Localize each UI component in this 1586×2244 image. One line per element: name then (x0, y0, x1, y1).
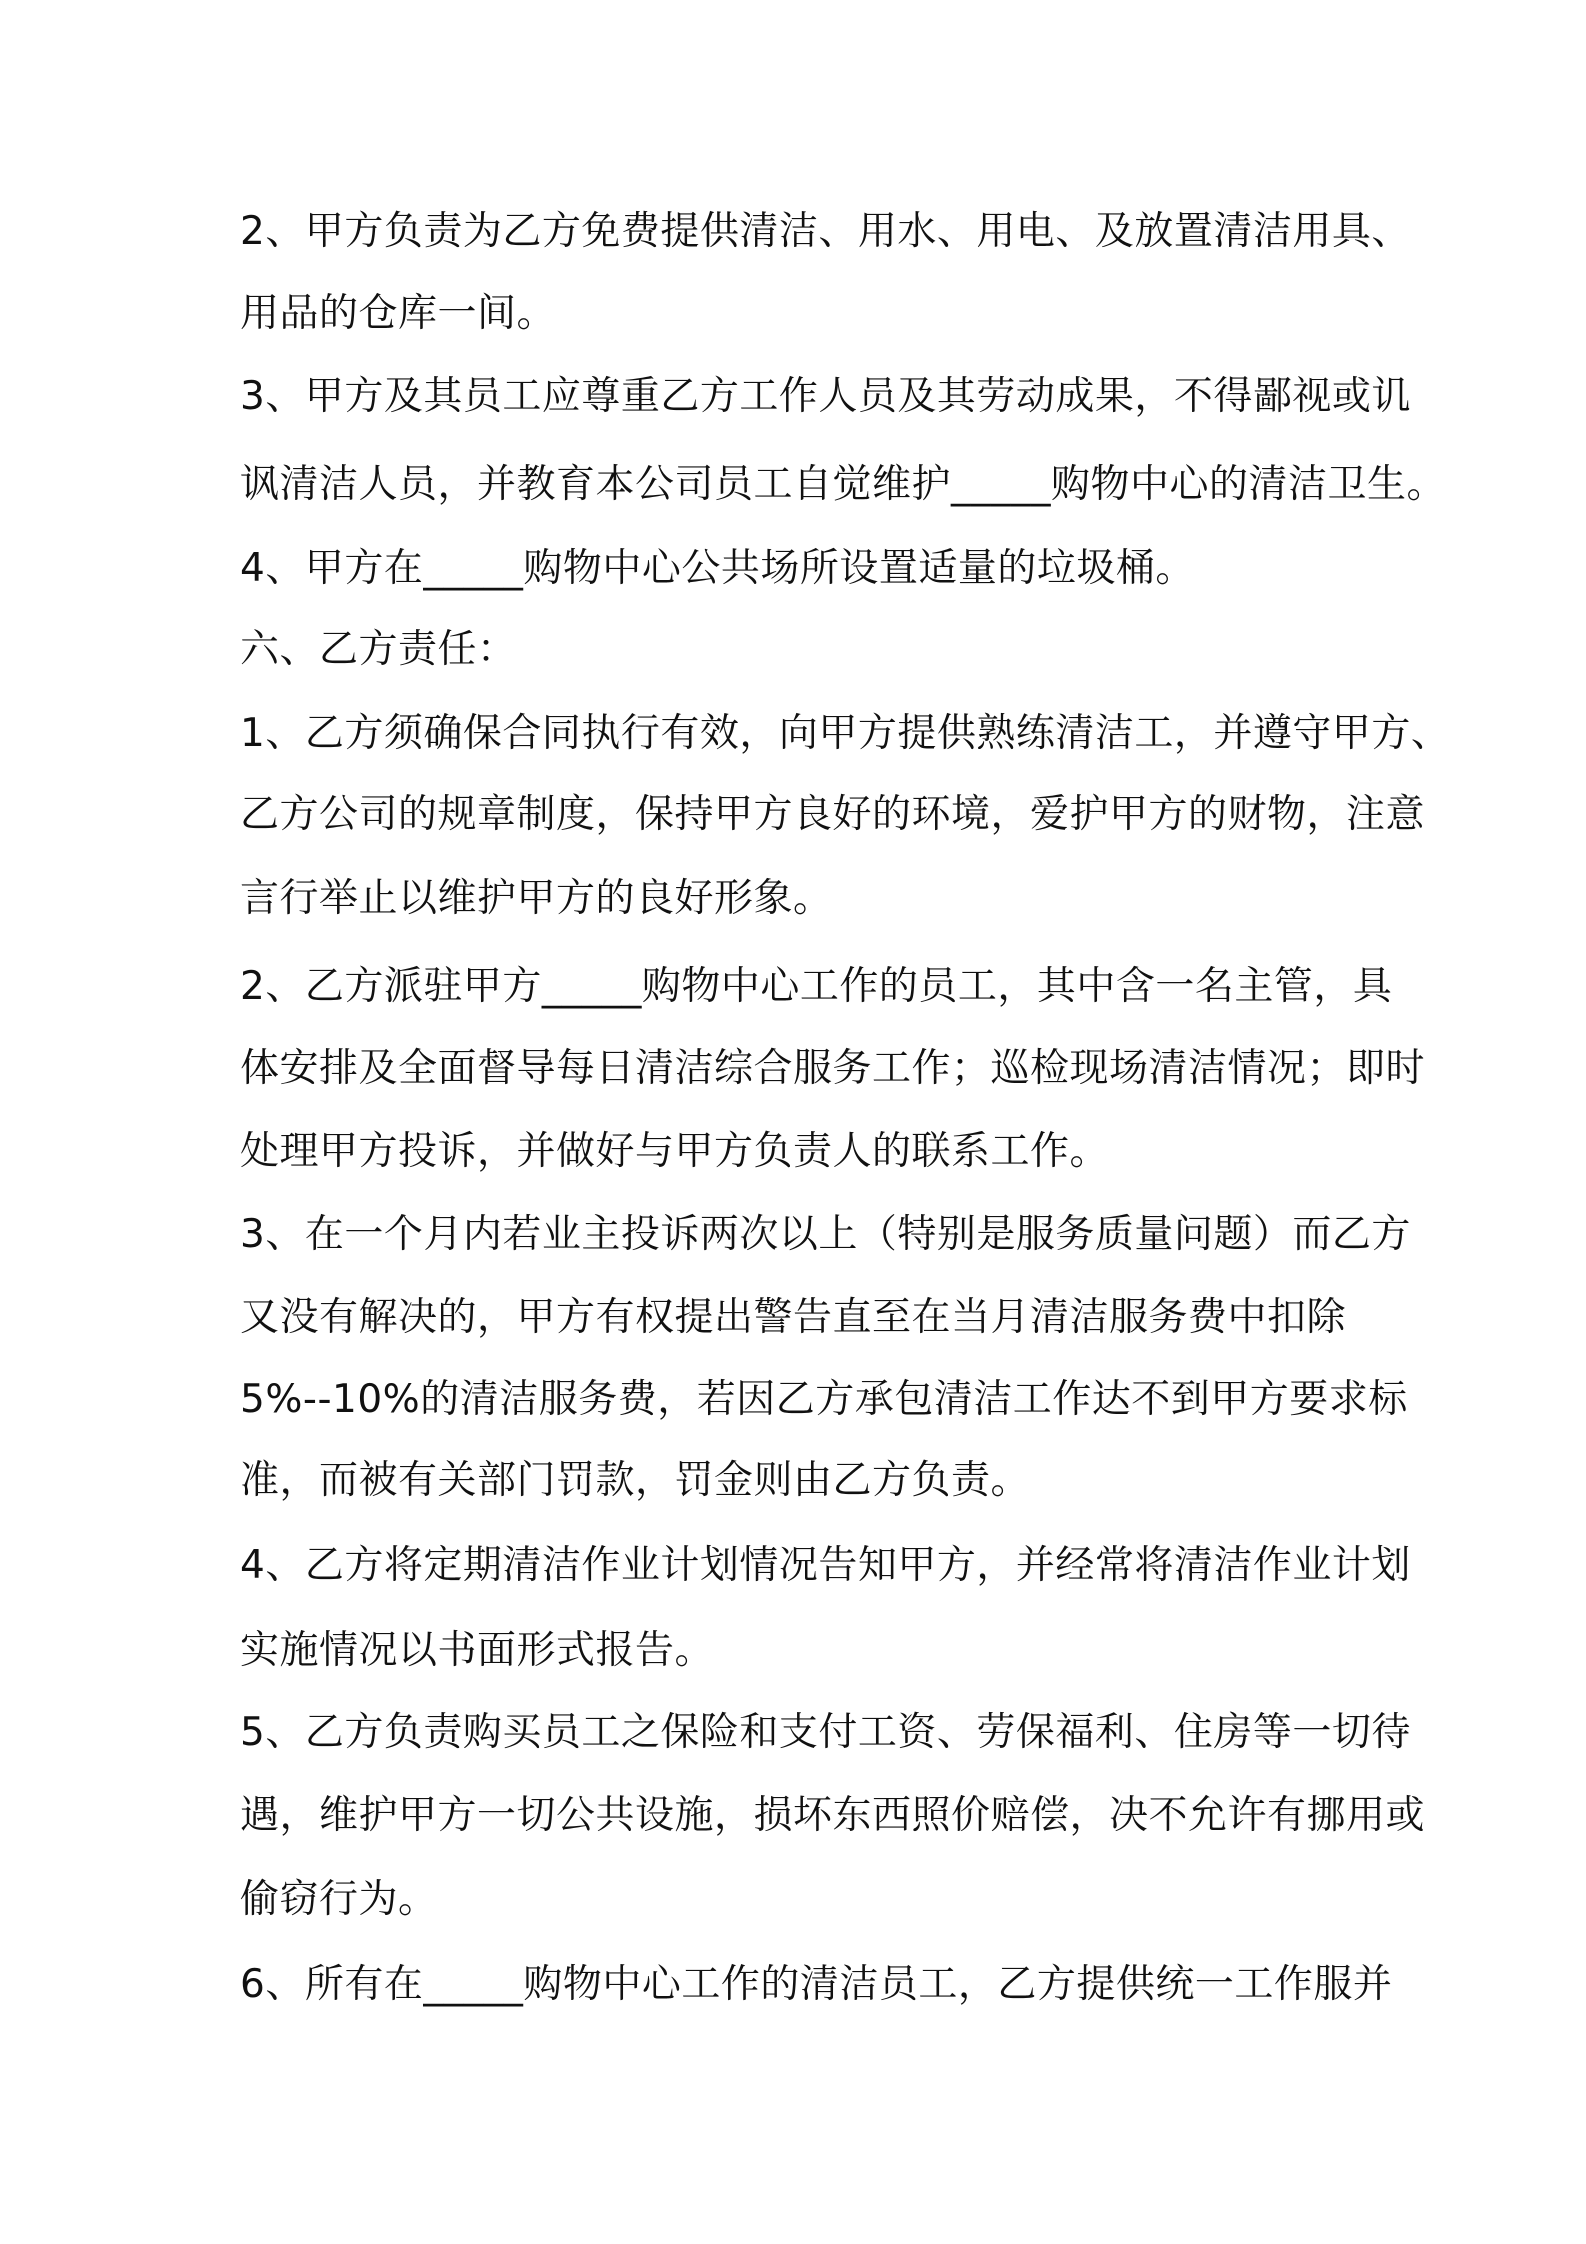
text-line: 遇，维护甲方一切公共设施，损坏东西照价赔偿，决不允许有挪用或 (240, 1793, 1426, 1838)
text-line: 5、乙方负责购买员工之保险和支付工资、劳保福利、住房等一切待 (240, 1710, 1411, 1755)
text-line: 乙方公司的规章制度，保持甲方良好的环境，爱护甲方的财物，注意 (240, 792, 1426, 837)
text-line: 6、所有在_____购物中心工作的清洁员工，乙方提供统一工作服并 (240, 1962, 1393, 2007)
text-line: 实施情况以书面形式报告。 (240, 1628, 715, 1673)
text-line: 2、乙方派驻甲方_____购物中心工作的员工，其中含一名主管，具 (240, 964, 1393, 1009)
section-heading: 六、乙方责任： (240, 627, 517, 672)
text-line: 言行举止以维护甲方的良好形象。 (240, 876, 833, 921)
text-line: 准，而被有关部门罚款，罚金则由乙方负责。 (240, 1458, 1031, 1503)
text-line: 偷窃行为。 (240, 1877, 438, 1922)
text-line: 讽清洁人员，并教育本公司员工自觉维护_____购物中心的清洁卫生。 (240, 462, 1447, 507)
text-line: 1、乙方须确保合同执行有效，向甲方提供熟练清洁工，并遵守甲方、 (240, 711, 1451, 756)
text-line: 用品的仓库一间。 (240, 291, 557, 336)
text-line: 3、在一个月内若业主投诉两次以上（特别是服务质量问题）而乙方 (240, 1212, 1411, 1257)
text-line: 体安排及全面督导每日清洁综合服务工作；巡检现场清洁情况；即时 (240, 1046, 1426, 1091)
text-line: 4、甲方在_____购物中心公共场所设置适量的垃圾桶。 (240, 546, 1195, 591)
text-line: 又没有解决的，甲方有权提出警告直至在当月清洁服务费中扣除 (240, 1295, 1347, 1340)
text-line: 处理甲方投诉，并做好与甲方负责人的联系工作。 (240, 1129, 1110, 1174)
text-line: 2、甲方负责为乙方免费提供清洁、用水、用电、及放置清洁用具、 (240, 209, 1411, 254)
text-line: 5%--10%的清洁服务费，若因乙方承包清洁工作达不到甲方要求标 (240, 1377, 1408, 1422)
text-line: 4、乙方将定期清洁作业计划情况告知甲方，并经常将清洁作业计划 (240, 1543, 1411, 1588)
text-line: 3、甲方及其员工应尊重乙方工作人员及其劳动成果，不得鄙视或讥 (240, 374, 1411, 419)
